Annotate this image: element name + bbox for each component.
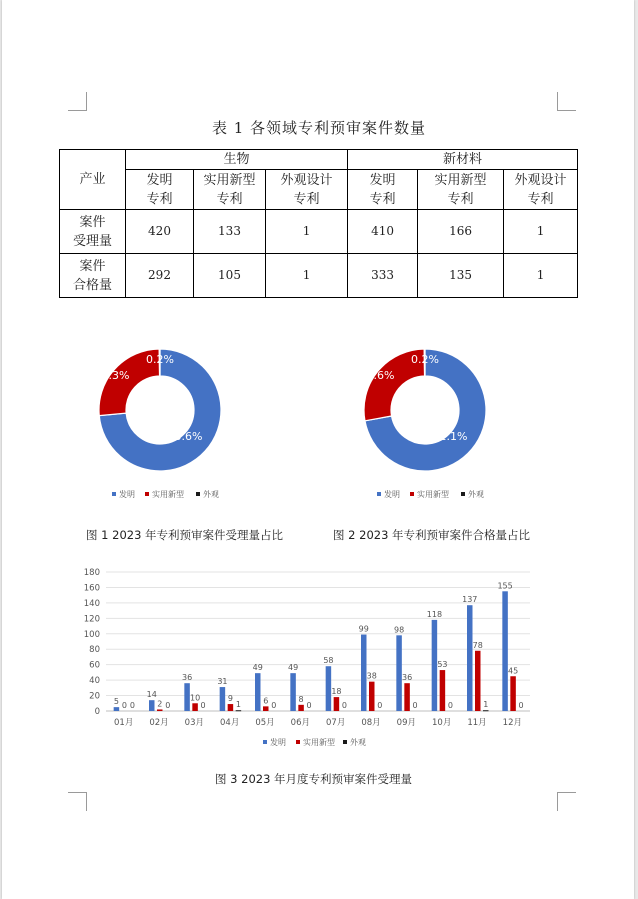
bar-data-label: 8	[298, 694, 304, 704]
y-tick-label: 100	[83, 629, 100, 640]
bar-实用新型-06月	[298, 705, 304, 711]
group-header-material: 新材料	[348, 150, 578, 170]
bar-发明-06月	[290, 673, 296, 711]
x-tick-label: 11月	[467, 718, 487, 728]
bar-data-label: 0	[377, 701, 383, 710]
bar-data-label: 9	[227, 694, 233, 704]
legend-swatch	[461, 492, 465, 496]
crop-mark-top-left	[68, 92, 87, 111]
bar-实用新型-04月	[228, 704, 234, 711]
legend-label: 外观	[203, 490, 219, 499]
bar-data-label: 5	[113, 697, 119, 707]
y-tick-label: 160	[83, 583, 100, 594]
y-tick-label: 60	[89, 660, 100, 671]
bar-发明-05月	[255, 673, 261, 711]
sub-header-2: 外观设计 专利	[266, 170, 348, 210]
figure-3-caption: 图 3 2023 年月度专利预审案件受理量	[215, 772, 413, 786]
legend-label: 发明	[119, 490, 135, 499]
bar-data-label: 0	[447, 701, 453, 710]
bar-data-label: 2	[157, 699, 163, 709]
y-tick-label: 80	[89, 645, 100, 656]
legend-label: 外观	[468, 490, 484, 499]
table-title: 表 1 各领域专利预审案件数量	[211, 119, 427, 137]
bar-data-label: 118	[426, 609, 443, 619]
bar-data-label: 0	[341, 701, 347, 710]
bar-实用新型-09月	[404, 683, 410, 711]
bar-发明-11月	[467, 605, 473, 711]
bar-data-label: 10	[189, 693, 201, 703]
crop-mark-top-right	[557, 92, 576, 111]
bar-chart-monthly	[70, 565, 550, 760]
row-label-0: 案件 受理量	[60, 210, 126, 254]
bar-data-label: 1	[235, 700, 241, 710]
table-cell: 333	[348, 254, 418, 298]
bar-data-label: 36	[181, 673, 193, 683]
donut-value-label: 27.6%	[359, 369, 395, 382]
bar-外观-11月	[483, 710, 489, 711]
donut-value-label: 0.2%	[411, 353, 439, 366]
bar-实用新型-11月	[475, 651, 481, 711]
figure-1-caption: 图 1 2023 年专利预审案件受理量占比	[86, 528, 284, 542]
sub-header-1: 实用新型 专利	[194, 170, 266, 210]
x-tick-label: 03月	[184, 718, 204, 728]
x-tick-label: 01月	[114, 718, 134, 728]
donut-value-label: 72.1%	[432, 430, 468, 443]
bar-发明-04月	[220, 687, 226, 711]
table-cell: 1	[266, 254, 348, 298]
legend-label: 实用新型	[152, 490, 184, 499]
industry-header: 产业	[60, 150, 126, 210]
donut-value-label: 26.3%	[94, 369, 130, 382]
bar-data-label: 98	[393, 625, 405, 635]
legend-label: 发明	[384, 490, 400, 499]
bar-data-label: 1	[483, 700, 489, 710]
x-tick-label: 09月	[396, 718, 416, 728]
bar-data-label: 58	[323, 656, 334, 666]
donut-value-label: 73.6%	[167, 430, 203, 443]
table-cell: 1	[504, 210, 578, 254]
bar-data-label: 78	[472, 640, 483, 650]
x-tick-label: 02月	[149, 718, 169, 728]
legend-swatch	[410, 492, 414, 496]
legend-label: 实用新型	[303, 738, 335, 747]
bar-实用新型-03月	[192, 703, 198, 711]
legend-swatch	[145, 492, 149, 496]
group-header-bio: 生物	[126, 150, 348, 170]
table-cell: 1	[266, 210, 348, 254]
patent-table	[59, 149, 578, 298]
bar-data-label: 0	[200, 701, 206, 710]
bar-data-label: 155	[497, 581, 513, 591]
sub-header-4: 实用新型 专利	[418, 170, 504, 210]
legend-label: 发明	[270, 738, 286, 747]
bar-data-label: 0	[412, 701, 418, 710]
donut-chart-accepted	[90, 335, 240, 510]
bar-data-label: 38	[366, 671, 377, 681]
x-tick-label: 04月	[220, 718, 240, 728]
x-tick-label: 08月	[361, 718, 381, 728]
crop-mark-bottom-right	[557, 792, 576, 811]
bar-data-label: 0	[121, 701, 127, 710]
x-tick-label: 06月	[290, 718, 310, 728]
bar-发明-12月	[502, 591, 508, 711]
table-cell: 133	[194, 210, 266, 254]
y-tick-label: 140	[83, 598, 100, 609]
table-cell: 166	[418, 210, 504, 254]
donut-chart-qualified	[355, 335, 505, 510]
legend-swatch	[343, 740, 347, 744]
sub-header-3: 发明 专利	[348, 170, 418, 210]
x-tick-label: 07月	[326, 718, 346, 728]
donut-value-label: 0.2%	[146, 353, 174, 366]
table-cell: 410	[348, 210, 418, 254]
bar-data-label: 0	[165, 701, 171, 710]
y-tick-label: 20	[89, 691, 100, 702]
bar-data-label: 36	[401, 673, 413, 683]
figure-2-caption: 图 2 2023 年专利预审案件合格量占比	[333, 528, 531, 542]
bar-data-label: 99	[358, 624, 369, 634]
bar-data-label: 31	[217, 677, 228, 687]
table-cell: 420	[126, 210, 194, 254]
legend-swatch	[377, 492, 381, 496]
legend-label: 外观	[350, 738, 366, 747]
x-tick-label: 05月	[255, 718, 275, 728]
y-tick-label: 180	[83, 568, 100, 578]
legend-swatch	[112, 492, 116, 496]
bar-实用新型-12月	[510, 676, 516, 711]
crop-mark-bottom-left	[68, 792, 87, 811]
bar-实用新型-10月	[440, 670, 446, 711]
bar-实用新型-02月	[157, 709, 163, 711]
table-cell: 105	[194, 254, 266, 298]
bar-实用新型-07月	[334, 697, 340, 711]
bar-data-label: 49	[287, 663, 299, 673]
bar-实用新型-05月	[263, 706, 269, 711]
table-cell: 1	[504, 254, 578, 298]
bar-外观-04月	[236, 710, 242, 711]
x-tick-label: 12月	[502, 718, 522, 728]
sub-header-0: 发明 专利	[126, 170, 194, 210]
bar-data-label: 14	[146, 690, 157, 700]
bar-data-label: 18	[331, 687, 342, 697]
table-cell: 292	[126, 254, 194, 298]
legend-swatch	[296, 740, 300, 744]
bar-data-label: 0	[306, 701, 312, 710]
bar-发明-01月	[114, 707, 120, 711]
bar-实用新型-08月	[369, 682, 375, 711]
legend-swatch	[196, 492, 200, 496]
bar-data-label: 0	[271, 701, 277, 710]
y-tick-label: 40	[89, 676, 100, 687]
bar-data-label: 6	[263, 696, 269, 706]
table-cell: 135	[418, 254, 504, 298]
bar-data-label: 0	[518, 701, 524, 710]
y-tick-label: 120	[83, 614, 100, 625]
bar-data-label: 49	[252, 663, 263, 673]
bar-data-label: 45	[507, 666, 519, 676]
bar-data-label: 137	[462, 595, 478, 605]
row-label-1: 案件 合格量	[60, 254, 126, 298]
y-tick-label: 0	[94, 707, 100, 717]
bar-data-label: 0	[129, 701, 135, 710]
legend-swatch	[263, 740, 267, 744]
legend-label: 实用新型	[417, 490, 449, 499]
bar-发明-02月	[149, 700, 155, 711]
sub-header-5: 外观设计 专利	[504, 170, 578, 210]
x-tick-label: 10月	[432, 718, 452, 728]
bar-data-label: 53	[437, 660, 448, 670]
